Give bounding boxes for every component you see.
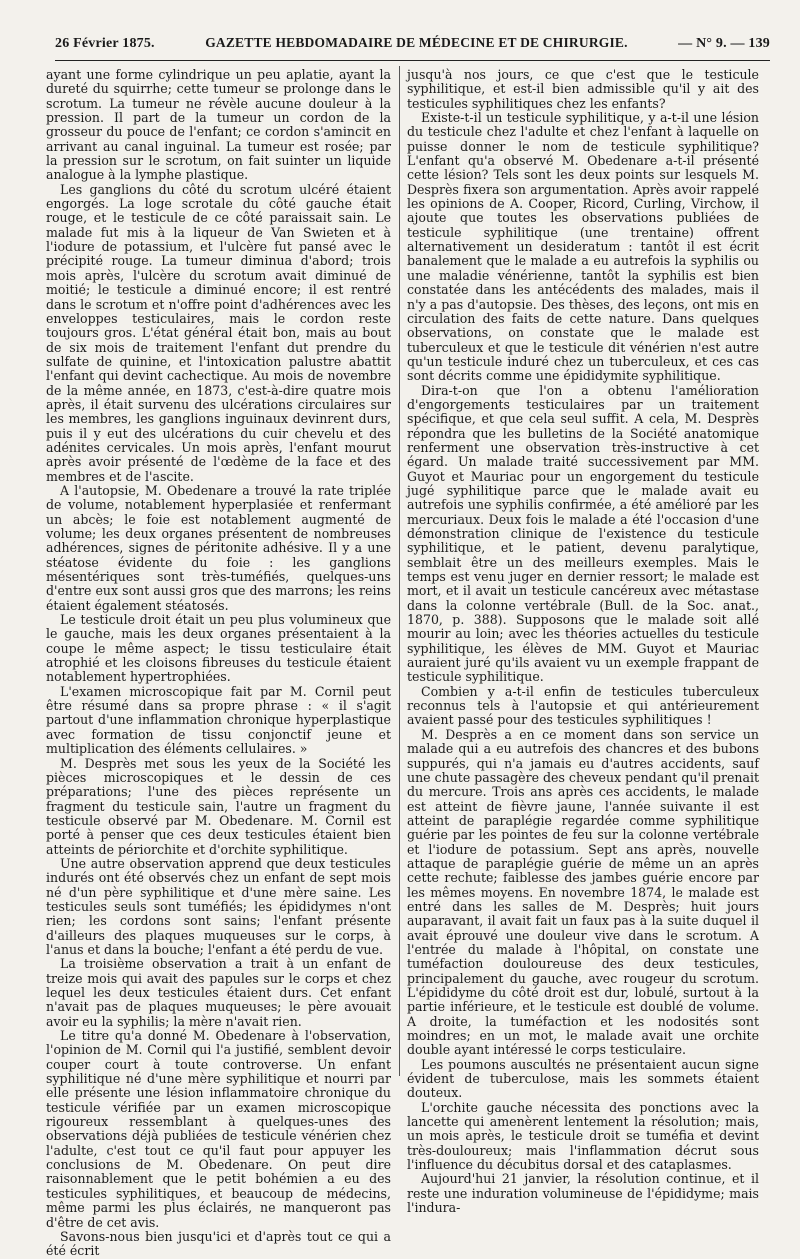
paragraph: Dira-t-on que l'on a obtenu l'amélioration d'engorgements testiculaires par un traitement spécifique, et que cela seul suffit. A cela, M. Desprès répondra que les bulletins de la Société anatomique renferment une observation très-instructive à cet égard. Un malade traité successivement par MM. Guyot et Mauriac pour un engorgement du testicule jugé syphilitique parce que le malade avait eu autrefois une syphilis confirmée, a été amélioré par les mercuriaux. Deux fois le malade a été l'occasion d'une démonstration clinique de l'existence du testicule syphilitique, et le patient, devenu paralytique, semblait être un des meilleurs exemples. Mais le temps est venu juger en dernier ressort; le malade est mort, et il avait un testicule cancéreux avec métastase dans la colonne vertébrale (Bull. de la Soc. anat., 1870, p. 388). Supposons que le malade soit allé mourir au loin; avec les théories actuelles du testicule syphilitique, les élèves de MM. Guyot et Mauriac auraient juré qu'ils avaient vu un exemple frappant de testicule syphilitique.	[407, 382, 759, 685]
column-divider	[399, 66, 400, 1076]
paragraph: L'examen microscopique fait par M. Cornil peut être résumé dans sa propre phrase : « il s'agit partout d'une inflammation chronique hyperplastique avec formation de tissu conjonctif jeune et multiplication des éléments cellulaires. »	[46, 683, 391, 757]
paragraph: Aujourd'hui 21 janvier, la résolution continue, et il reste une induration volumineuse de l'épididyme; mais l'indura-	[407, 1171, 759, 1216]
right-column	[407, 67, 759, 1216]
header-issue-page	[678, 36, 770, 52]
paragraph: L'orchite gauche nécessita des ponctions avec la lancette qui amenèrent lentement la résolution; mais, un mois après, le testicule droit se tuméfia et devint très-douloureux; mais l'inflammation décrut sous l'influence du décubitus dorsal et des cataplasmes.	[407, 1099, 759, 1173]
paragraph: jusqu'à nos jours, ce que c'est que le testicule syphilitique, et est-il bien admissible qu'il y ait des testicules syphilitiques chez les enfants?	[407, 67, 759, 111]
paragraph: Les ganglions du côté du scrotum ulcéré étaient engorgés. La loge scrotale du côté gauche était rouge, et le testicule de ce côté paraissait sain. Le malade fut mis à la liqueur de Van Swieten et à l'iodure de potassium, et l'ulcère fut pansé avec le précipité rouge. La tumeur diminua d'abord; trois mois après, l'ulcère du scrotum avait diminué de moitié; le testicule a diminué encore; il est rentré dans le scrotum et n'offre point d'adhérences avec les enveloppes testiculaires, mais le cordon reste toujours gros. L'état général était bon, mais au bout de six mois de traitement l'enfant dut prendre du sulfate de quinine, et l'intoxication palustre abattit l'enfant qui devint cachectique. Au mois de novembre de la même année, en 1873, c'est-à-dire quatre mois après, il était survenu des ulcérations circulaires sur les membres, les ganglions inguinaux devinrent durs, puis il y eut des ulcérations du cuir chevelu et des adénites cervicales. Un mois après, l'enfant mourut après avoir présenté de l'œdème de la face et des membres et de l'ascite.	[46, 181, 391, 484]
header-page-number: 139	[748, 36, 770, 51]
paragraph: M. Desprès met sous les yeux de la Société les pièces microscopiques et le dessin de ces préparations; l'une des pièces représente un fragment du testicule sain, l'autre un fragment du testicule observé par M. Obedenare. M. Cornil est porté à penser que ces deux testicules étaient bien atteints de périorchite et d'orchite syphilitique.	[46, 755, 391, 857]
paragraph: Combien y a-t-il enfin de testicules tuberculeux reconnus tels à l'autopsie et qui antérieurement avaient passé pour des testicules syphilitiques !	[407, 683, 759, 728]
paragraph: Savons-nous bien jusqu'ici et d'après tout ce qui a été écrit	[46, 1228, 391, 1259]
paragraph: Existe-t-il un testicule syphilitique, y a-t-il une lésion du testicule chez l'adulte et chez l'enfant à laquelle on puisse donner le nom de testicule syphilitique? L'enfant qu'a observé M. Obedenare a-t-il présenté cette lésion? Tels sont les deux points sur lesquels M. Desprès fixera son argumentation. Après avoir rappelé les opinions de A. Cooper, Ricord, Curling, Virchow, il ajoute que toutes les observations publiées de testicule syphilitique (une trentaine) offrent alternativement un desideratum : tantôt il est écrit banalement que le malade a eu autrefois la syphilis ou une maladie vénérienne, tantôt la syphilis est bien constatée dans les antécédents des malades, mais il n'y a pas d'autopsie. Des thèses, des leçons, ont mis en circulation des faits de cette nature. Dans quelques observations, on constate que le malade est tuberculeux et que le testicule dit vénérien n'est autre qu'un testicule induré chez un tuberculeux, et ces cas sont décrits comme une épididymite syphilitique.	[407, 110, 759, 384]
page-header	[55, 35, 770, 61]
paragraph: La troisième observation a trait à un enfant de treize mois qui avait des papules sur le corps et chez lequel les deux testicules étaient durs. Cet enfant n'avait pas de plaques muqueuses; le père avouait avoir eu la syphilis; la mère n'avait rien.	[46, 956, 391, 1029]
header-title: GAZETTE HEBDOMADAIRE DE MÉDECINE ET DE CHIRURGIE.	[205, 35, 628, 50]
paragraph: ayant une forme cylindrique un peu aplatie, ayant la dureté du squirrhe; cette tumeur se prolonge dans le scrotum. La tumeur ne révèle aucune douleur à la pression. Il part de la tumeur un cordon de la grosseur du pouce de l'enfant; ce cordon s'amincit en arrivant au canal inguinal. La tumeur est rosée; par la pression sur le scrotum, on fait suinter un liquide analogue à la lymphe plastique.	[46, 67, 391, 183]
header-date: 26 Février 1875.	[55, 36, 155, 51]
paragraph: Les poumons auscultés ne présentaient aucun signe évident de tuberculose, mais les sommets étaient douteux.	[407, 1056, 759, 1101]
header-issue: — N° 9. —	[678, 36, 745, 51]
left-column	[46, 67, 391, 1259]
paragraph: Le testicule droit était un peu plus volumineux que le gauche, mais les deux organes présentaient à la coupe le même aspect; le tissu testiculaire était atrophié et les cloisons fibreuses du testicule étaient notablement hypertrophiées.	[46, 612, 391, 685]
paragraph: A l'autopsie, M. Obedenare a trouvé la rate triplée de volume, notablement hyperplasiée et renfermant un abcès; le foie est notablement augmenté de volume; les deux organes présentent de nombreuses adhérences, signes de péritonite adhésive. Il y a une stéatose évidente du foie : les ganglions mésentériques sont très-tuméfiés, quelques-uns d'entre eux sont aussi gros que des marrons; les reins étaient également stéatosés.	[46, 482, 391, 613]
paragraph: M. Desprès a en ce moment dans son service un malade qui a eu autrefois des chancres et des bubons suppurés, qui n'a jamais eu d'autres accidents, sauf une chute passagère des cheveux pendant qu'il prenait du mercure. Trois ans après ces accidents, le malade est atteint de fièvre jaune, l'année suivante il est atteint de paraplégie regardée comme syphilitique guérie par les pointes de feu sur la colonne vertébrale et l'iodure de potassium. Sept ans après, nouvelle attaque de paraplégie guérie de même un an après cette rechute; faiblesse des jambes guérie encore par les mêmes moyens. En novembre 1874, le malade est entré dans les salles de M. Desprès; huit jours auparavant, il avait fait un faux pas à la suite duquel il avait éprouvé une douleur vive dans le scrotum. A l'entrée du malade à l'hôpital, on constate une tuméfaction douloureuse des deux testicules, principalement du gauche, avec rougeur du scrotum. L'épididyme du côté droit est dur, lobulé, surtout à la partie inférieure, et le testicule est doublé de volume. A droite, la tuméfaction et les nodosités sont moindres; en un mot, le malade avait une orchite double ayant intéressé le corps testiculaire.	[407, 726, 759, 1058]
paragraph: Une autre observation apprend que deux testicules indurés ont été observés chez un enfant de sept mois né d'un père syphilitique et d'une mère saine. Les testicules seuls sont tuméfiés; les épididymes n'ont rien; les cordons sont sains; l'enfant présente d'ailleurs des plaques muqueuses sur le corps, à l'anus et dans la bouche; l'enfant a été perdu de vue.	[46, 855, 391, 957]
paragraph: Le titre qu'a donné M. Obedenare à l'observation, l'opinion de M. Cornil qui l'a justifié, semblent devoir couper court à toute controverse. Un enfant syphilitique né d'une mère syphilitique et nourri par elle présente une lésion inflammatoire chronique du testicule vérifiée par un examen microscopique rigoureux ressemblant à quelques-unes des observations déjà publiées de testicule vénérien chez l'adulte, c'est tout ce qu'il faut pour appuyer les conclusions de M. Obedenare. On peut dire raisonnablement que le petit bohémien a eu des testicules syphilitiques, et beaucoup de médecins, même parmi les plus éclairés, ne manqueront pas d'être de cet avis.	[46, 1028, 391, 1230]
